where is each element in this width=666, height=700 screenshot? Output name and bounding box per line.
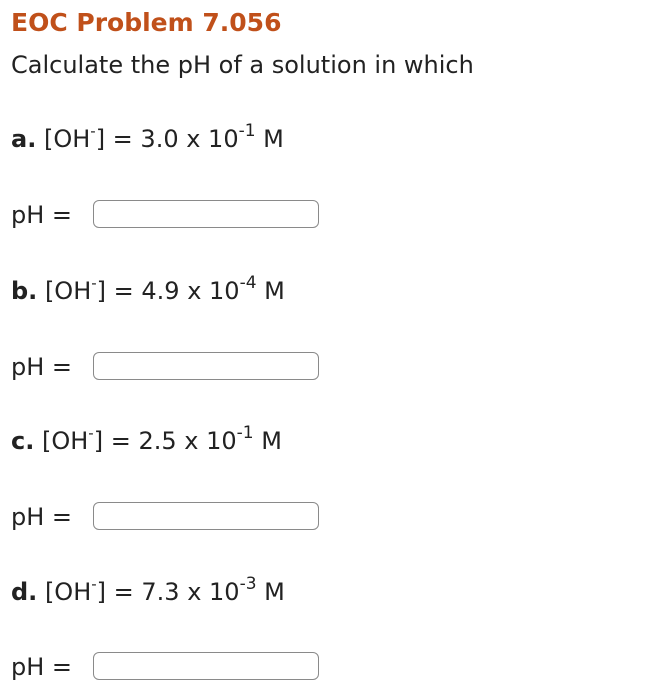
part-b-equals: ] = — [96, 277, 142, 305]
part-d-ph-label: pH = — [11, 653, 73, 681]
part-d-ph-input[interactable] — [93, 652, 319, 680]
part-d-mantissa: 7.3 x 10 — [141, 578, 240, 606]
part-b-unit: M — [256, 277, 285, 305]
part-d-equals: ] = — [96, 578, 142, 606]
part-a-ph-label: pH = — [11, 201, 73, 229]
part-c-statement — [11, 423, 282, 455]
part-a-ph-input[interactable] — [93, 200, 319, 228]
problem-title: EOC Problem 7.056 — [11, 8, 282, 37]
part-a-mantissa: 3.0 x 10 — [140, 125, 239, 153]
part-a-charge: - — [90, 122, 96, 140]
part-b-charge: - — [91, 274, 97, 292]
part-a-species: [OH — [43, 125, 91, 153]
part-d-charge: - — [91, 575, 97, 593]
part-a-statement — [11, 121, 284, 153]
part-c-unit: M — [253, 427, 282, 455]
part-a-letter: a. — [11, 125, 37, 153]
part-a-unit: M — [255, 125, 284, 153]
part-c-equals: ] = — [93, 427, 139, 455]
part-b-statement — [11, 273, 285, 305]
part-b-species: [OH — [44, 277, 92, 305]
part-a-exponent: -1 — [238, 121, 256, 141]
part-b-letter: b. — [11, 277, 38, 305]
part-d-unit: M — [256, 578, 285, 606]
part-b-mantissa: 4.9 x 10 — [141, 277, 240, 305]
part-b-ph-label: pH = — [11, 353, 73, 381]
part-c-ph-input[interactable] — [93, 502, 319, 530]
part-c-charge: - — [88, 424, 94, 442]
part-c-mantissa: 2.5 x 10 — [138, 427, 237, 455]
part-c-exponent: -1 — [236, 423, 254, 443]
part-d-statement — [11, 574, 285, 606]
part-a-equals: ] = — [95, 125, 141, 153]
part-c-ph-label: pH = — [11, 503, 73, 531]
part-c-species: [OH — [41, 427, 89, 455]
problem-instructions: Calculate the pH of a solution in which — [11, 51, 474, 79]
part-c-letter: c. — [11, 427, 35, 455]
part-b-ph-input[interactable] — [93, 352, 319, 380]
part-d-species: [OH — [44, 578, 92, 606]
part-d-exponent: -3 — [239, 574, 257, 594]
part-b-exponent: -4 — [239, 273, 257, 293]
part-d-letter: d. — [11, 578, 38, 606]
